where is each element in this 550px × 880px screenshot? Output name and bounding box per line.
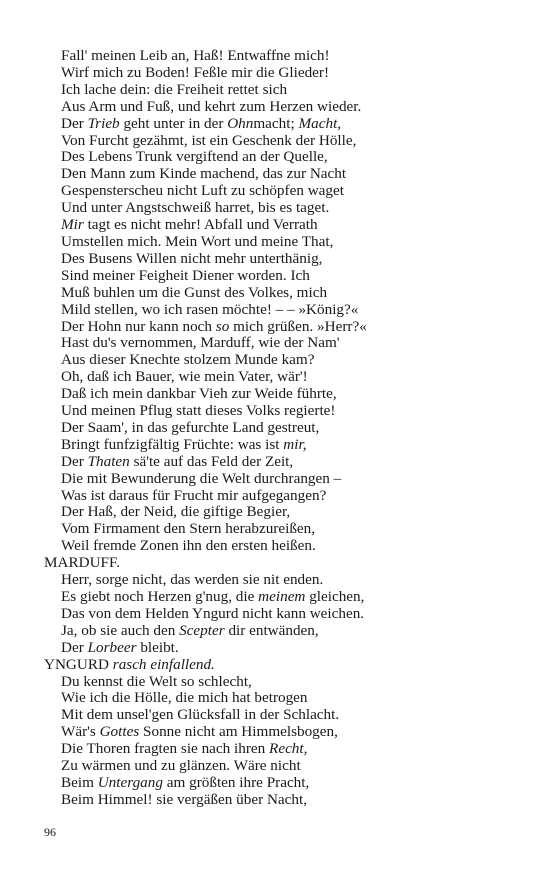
italic-segment: mir, <box>283 435 307 453</box>
verse-line <box>44 454 514 471</box>
verse-line <box>44 234 514 251</box>
text-segment: Aus Arm und Fuß, und kehrt zum Herzen wieder. <box>61 97 362 115</box>
text-segment: Der <box>61 452 88 470</box>
text-segment: Und meinen Pflug statt dieses Volks regierte! <box>61 402 336 420</box>
verse-line <box>44 420 514 437</box>
text-segment: Des Lebens Trunk vergiftend an der Quelle, <box>61 148 328 166</box>
verse-line <box>44 572 514 589</box>
italic-segment: rasch einfallend. <box>112 655 215 673</box>
verse-line <box>44 741 514 758</box>
text-segment: Mild stellen, wo ich rasen möchte! – – »König?« <box>61 300 359 318</box>
text-segment: Fall' meinen Leib an, Haß! Entwaffne mich! <box>61 47 330 64</box>
text-segment: Es giebt noch Herzen g'nug, die <box>61 588 259 605</box>
text-segment: tagt es nicht mehr! Abfall und Verrath <box>83 216 318 234</box>
italic-segment: Lorbeer <box>87 638 137 656</box>
text-segment: Herr, sorge nicht, das werden sie nit enden. <box>61 571 324 589</box>
text-segment: geht unter in der <box>119 114 228 132</box>
text-segment: Des Busens Willen nicht mehr unterthänig, <box>61 249 323 267</box>
italic-segment: Untergang <box>97 773 163 791</box>
verse-line <box>44 268 514 285</box>
verse-line <box>44 690 514 707</box>
text-segment: Weil fremde Zonen ihn den ersten heißen. <box>61 537 316 555</box>
verse-line <box>44 183 514 200</box>
text-segment: Beim <box>61 773 98 791</box>
text-segment: Oh, daß ich Bauer, wie mein Vater, wär'! <box>61 368 308 386</box>
text-segment: dir entwänden, <box>224 621 319 639</box>
verse-line <box>44 116 514 133</box>
speaker-line <box>44 657 514 674</box>
text-segment: sä'te auf das Feld der Zeit, <box>129 452 294 470</box>
verse-line <box>44 251 514 268</box>
verse-line <box>44 200 514 217</box>
text-segment: YNGURD <box>44 655 113 673</box>
text-segment: Daß ich mein dankbar Vieh zur Weide führte, <box>61 385 337 403</box>
text-segment: Den Mann zum Kinde machend, das zur Nacht <box>61 165 347 183</box>
text-segment: Und unter Angstschweiß harret, bis es taget. <box>61 199 330 217</box>
text-segment: Sind meiner Feigheit Diener worden. Ich <box>61 266 310 284</box>
text-segment: Die Thoren fragten sie nach ihren <box>61 740 270 758</box>
text-segment: Sonne nicht am Himmelsbogen, <box>139 723 338 741</box>
verse-line <box>44 403 514 420</box>
verse-line <box>44 674 514 691</box>
text-segment: Der Hohn nur kann noch <box>61 317 216 335</box>
text-segment: Gespensterscheu nicht Luft zu schöpfen waget <box>61 182 344 200</box>
text-segment: Bringt funfzigfältig Früchte: was ist <box>61 435 284 453</box>
verse-line <box>44 133 514 150</box>
text-segment: mich grüßen. »Herr?« <box>229 317 367 335</box>
text-segment: Du kennst die Welt so schlecht, <box>61 672 252 690</box>
page-text-block <box>44 48 514 809</box>
text-segment: Der Saam', in das gefurchte Land gestreut, <box>61 418 320 436</box>
verse-line <box>44 504 514 521</box>
verse-line <box>44 707 514 724</box>
verse-line <box>44 285 514 302</box>
text-segment: Ich lache dein: die Freiheit rettet sich <box>61 80 288 98</box>
verse-line <box>44 724 514 741</box>
text-segment: Wie ich die Hölle, die mich hat betrogen <box>61 689 308 707</box>
verse-line <box>44 82 514 99</box>
italic-segment: Gottes <box>99 723 140 741</box>
verse-line <box>44 437 514 454</box>
text-segment: Der Haß, der Neid, die giftige Begier, <box>61 503 291 521</box>
text-segment: Das von dem Helden Yngurd nicht kann weichen. <box>61 604 365 622</box>
italic-segment: Recht, <box>269 740 308 758</box>
page-number: 96 <box>44 825 56 839</box>
italic-segment: Ohn <box>227 114 254 132</box>
text-segment: Muß buhlen um die Gunst des Volkes, mich <box>61 283 328 301</box>
text-segment: Aus dieser Knechte stolzem Munde kam? <box>61 351 315 369</box>
text-segment: Die mit Bewunderung die Welt durchrangen – <box>61 469 342 487</box>
text-segment: Der <box>61 114 88 132</box>
verse-line <box>44 302 514 319</box>
verse-line <box>44 335 514 352</box>
verse-line <box>44 606 514 623</box>
verse-line <box>44 386 514 403</box>
text-segment: macht; <box>253 114 299 132</box>
verse-line <box>44 792 514 809</box>
text-segment: Hast du's vernommen, Marduff, wie der Nam' <box>61 334 340 352</box>
verse-line <box>44 149 514 166</box>
text-segment: am größten ihre Pracht, <box>162 773 310 791</box>
text-segment: Mit dem unsel'gen Glücksfall in der Schlacht. <box>61 706 340 724</box>
text-segment: bleibt. <box>136 638 179 656</box>
verse-line <box>44 623 514 640</box>
text-segment: Wär's <box>61 723 100 741</box>
italic-segment: Mir <box>61 216 84 234</box>
italic-segment: Thaten <box>87 452 130 470</box>
text-segment: Wirf mich zu Boden! Feßle mir die Glieder! <box>61 63 330 81</box>
verse-line <box>44 166 514 183</box>
verse-line <box>44 471 514 488</box>
speaker-line <box>44 555 514 572</box>
verse-line <box>44 538 514 555</box>
text-segment: Von Furcht gezähmt, ist ein Geschenk der Hölle, <box>61 131 357 149</box>
verse-line <box>44 319 514 336</box>
text-segment: gleichen, <box>305 588 365 605</box>
italic-segment: so <box>215 317 230 335</box>
verse-line <box>44 65 514 82</box>
verse-line <box>44 217 514 234</box>
italic-segment: meinem <box>258 588 306 605</box>
text-segment: Beim Himmel! sie vergäßen über Nacht, <box>61 790 308 808</box>
italic-segment: Scepter <box>179 621 225 639</box>
verse-line <box>44 369 514 386</box>
verse-line <box>44 589 514 606</box>
verse-line <box>44 775 514 792</box>
italic-segment: Trieb <box>87 114 120 132</box>
text-segment: MARDUFF. <box>44 554 121 572</box>
text-segment: Was ist daraus für Frucht mir aufgegangen? <box>61 486 327 504</box>
text-segment: Umstellen mich. Mein Wort und meine That, <box>61 232 334 250</box>
text-segment: Der <box>61 638 88 656</box>
italic-segment: Macht, <box>298 114 342 132</box>
text-segment: Vom Firmament den Stern herabzureißen, <box>61 520 316 538</box>
text-segment: Ja, ob sie auch den <box>61 621 180 639</box>
verse-line <box>44 640 514 657</box>
verse-line <box>44 352 514 369</box>
verse-line <box>44 521 514 538</box>
verse-line <box>44 488 514 505</box>
verse-line <box>44 99 514 116</box>
text-segment: Zu wärmen und zu glänzen. Wäre nicht <box>61 757 301 775</box>
verse-line <box>44 758 514 775</box>
verse-line <box>44 48 514 65</box>
